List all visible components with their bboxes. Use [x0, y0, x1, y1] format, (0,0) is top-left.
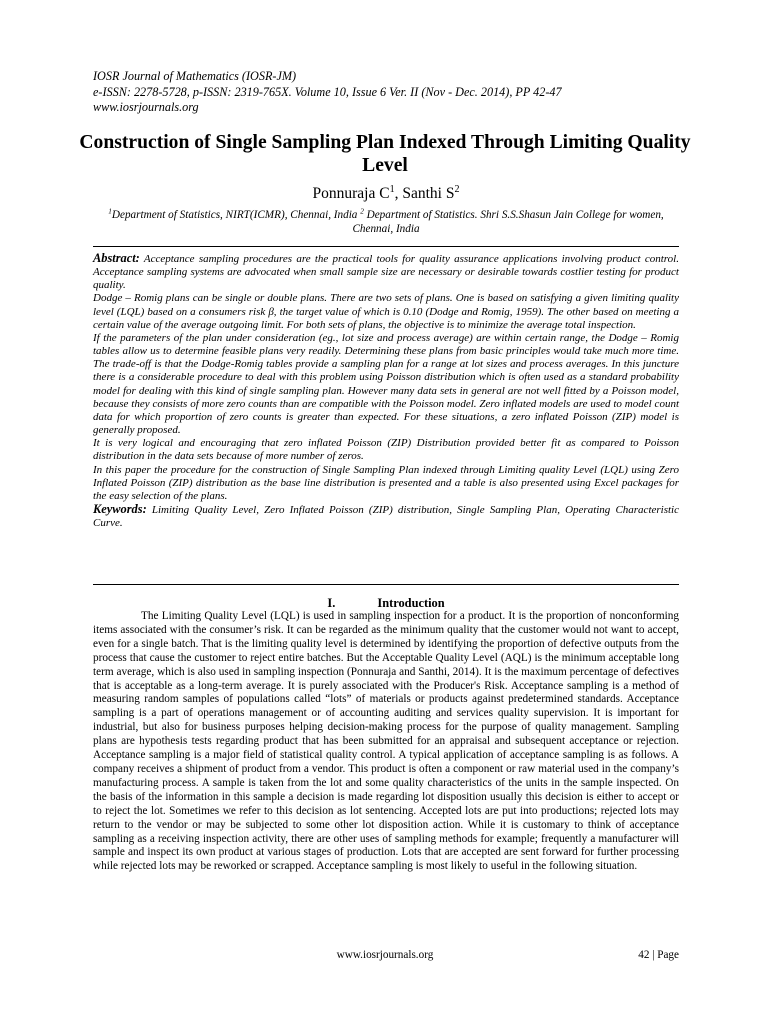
affiliation-2: Department of Statistics. Shri S.S.Shasun Jain College for women, Chennai, India	[352, 209, 664, 235]
section-number: I.	[327, 596, 336, 610]
keywords-label: Keywords:	[93, 501, 147, 516]
author-1-affil-mark: 1	[389, 183, 395, 195]
journal-name: IOSR Journal of Mathematics (IOSR-JM)	[93, 69, 297, 83]
footer-url: www.iosrjournals.org	[336, 949, 434, 961]
section-title: Introduction	[377, 596, 445, 610]
abstract-label: Abstract:	[93, 251, 140, 265]
journal-website: www.iosrjournals.org	[93, 100, 199, 114]
paper-title: Construction of Single Sampling Plan Indexed Through Limiting Quality Level	[79, 132, 691, 176]
abstract-top-rule	[93, 246, 679, 247]
affil-2-mark: 2	[360, 207, 364, 216]
section-heading	[93, 596, 679, 611]
introduction-paragraph: The Limiting Quality Level (LQL) is used in sampling inspection for a product. It is the proportion of nonconforming items associated with the consumer’s risk. It can be regarded as the minimum quality that the customer would not want to accept, even for a single batch. That is the limiting quality level is determined by identifying the proportion of defective outputs from the process that cause the customer to reject entire batches. But the Acceptable Quality Level (AQL) is the minimum acceptable long term average, which is also used in sampling inspection (Ponnuraja and Santhi, 2014). It is the maximum percentage of defectives that is acceptable as a long-term average. It is purely associated with the Producer's Risk. Acceptance sampling is a method of measuring random samples of populations called “lots” of materials or products against predetermined standards. Acceptance sampling is a part of operations management or of accounting auditing and services quality supervision. It is important for industrial, but also for business purposes helping decision-making process for the purpose of quality management. Sampling plans are hypothesis tests regarding product that has been submitted for an appraisal and subsequent acceptance or rejection. Acceptance sampling is a major field of statistical quality control. A typical application of acceptance sampling is as follows. A company receives a shipment of product from a vendor. This product is often a component or raw material used in the company’s manufacturing process. A sample is taken from the lot and some quality characteristics of the units in the sample inspected. On the basis of the information in this sample a decision is made regarding lot disposition usually this decision is either to accept or to reject the lot. Sometimes we refer to this decision as lot sentencing. Accepted lots are put into productions; rejected lots may return to the vendor or may be subjected to some other lot disposition action. While it is customary to think of acceptance sampling as a receiving inspection activity, there are other uses of sampling methods for example; frequently a manufacturer will sample and inspect its own product at various stages of production. Lots that are accepted are sent forward for further processing while rejected lots may be reworked or scrapped. Acceptance sampling is most likely to useful in the following situation.	[93, 610, 679, 873]
affiliations	[93, 209, 679, 236]
abstract-paragraph-1	[93, 252, 679, 292]
keywords-paragraph	[93, 503, 679, 530]
abstract-paragraph-5: In this paper the procedure for the construction of Single Sampling Plan indexed through Limiting quality Level (LQL) using Zero Inflated Poisson (ZIP) distribution as the base line distribution is presented and a table is also presented using Excel packages for the easy selection of the plans.	[93, 463, 679, 502]
author-1: Ponnuraja C	[312, 185, 390, 202]
abstract-paragraph-2: Dodge – Romig plans can be single or double plans. There are two sets of plans. One is based on satisfying a given limiting quality level (LQL) based on a consumers risk β, the target value of which is 0.10 (Dodge and Romig, 1959). The other based on meeting a certain value of the average outgoing limit. For both sets of plans, the objective is to minimize the average total inspection.	[93, 292, 679, 331]
journal-header	[93, 69, 693, 116]
abstract-paragraph-3: If the parameters of the plan under consideration (eg., lot size and process average) are within certain range, the Dodge – Romig tables allow us to determine feasible plans very readily. Determining these plans from basic principles would take much more time. The trade-off is that the Dodge-Romig tables provide a sampling plan for a range at lot sizes and process averages. In this juncture there is a considerable procedure to deal with this problem using Poisson distribution which is often used as a standard probability model for dealing with this kind of single sampling plan. However many data sets in general are not well fitted by a Poisson model, because they consists of more zero counts than are compatible with the Poisson model. Zero inflated models are used to model count data for which proportion of zero counts is greater than expected. For these situations, a zero inflated Poisson (ZIP) model is generally proposed.	[93, 331, 679, 437]
footer-page-number: 42 | Page	[638, 949, 679, 961]
author-2-affil-mark: 2	[454, 183, 460, 195]
author-line	[93, 185, 679, 203]
abstract-text-1: Acceptance sampling procedures are the practical tools for quality assurance applications involving product control. Acceptance sampling systems are advocated when small sample size are necessary or desirable towards costlier testing for product quality.	[93, 253, 679, 292]
author-2: Santhi S	[402, 185, 455, 202]
keywords-text: Limiting Quality Level, Zero Inflated Poisson (ZIP) distribution, Single Sampling Plan, Operating Characteristic Curve.	[93, 503, 679, 530]
affiliation-1: Department of Statistics, NIRT(ICMR), Chennai, India	[111, 209, 361, 221]
author-separator: ,	[394, 185, 403, 202]
abstract-bottom-rule	[93, 584, 679, 585]
abstract-block	[93, 252, 679, 530]
abstract-paragraph-4: It is very logical and encouraging that zero inflated Poisson (ZIP) Distribution provided better fit as compared to Poisson distribution in the data sets because of more number of zeros.	[93, 437, 679, 463]
affil-1-mark: 1	[108, 207, 112, 216]
issn-line: e-ISSN: 2278-5728, p-ISSN: 2319-765X. Volume 10, Issue 6 Ver. II (Nov - Dec. 2014), PP 42-47	[93, 84, 562, 99]
